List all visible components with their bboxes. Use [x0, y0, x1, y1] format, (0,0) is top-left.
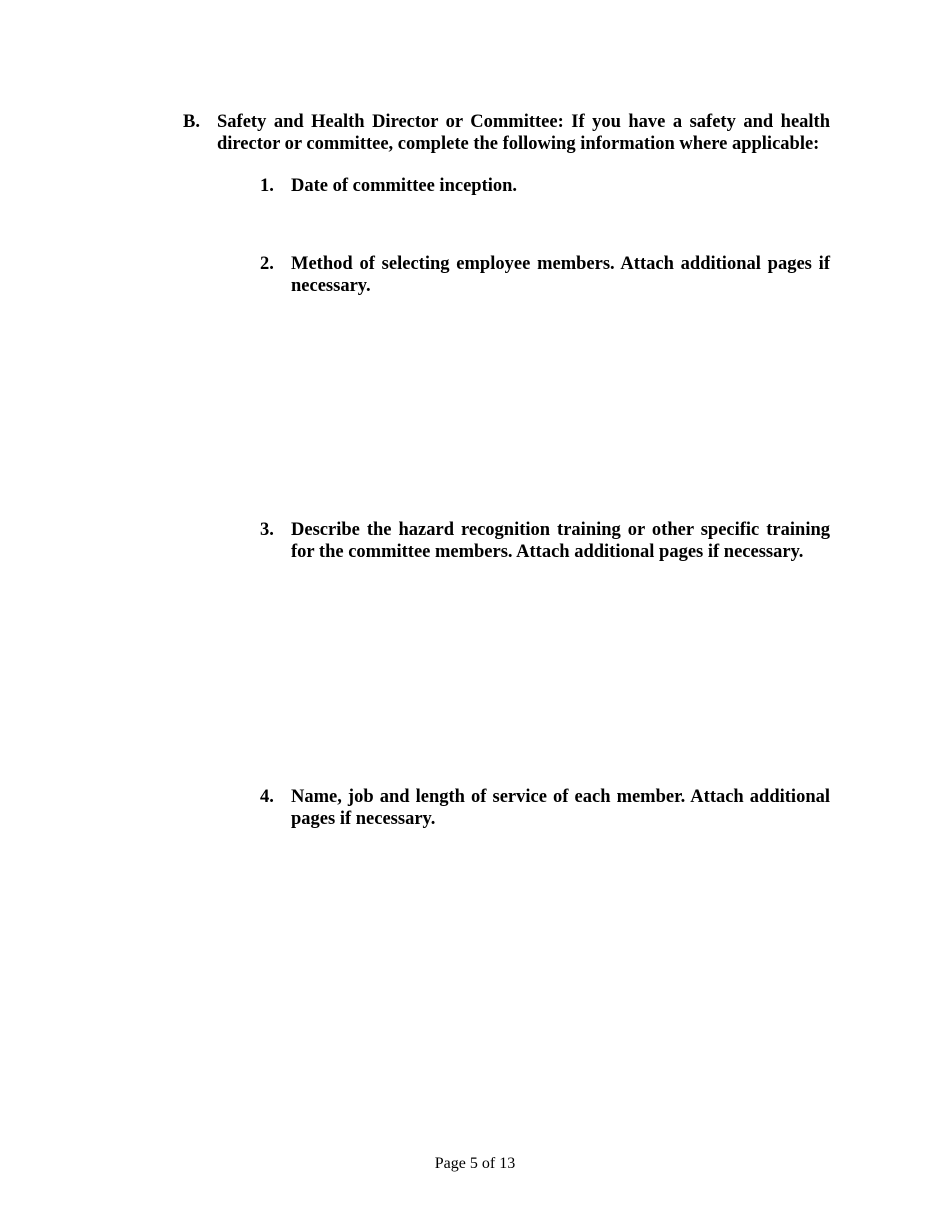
item-number: 1. — [260, 176, 274, 196]
list-item — [260, 254, 830, 297]
item-text: Date of committee inception. — [291, 176, 518, 196]
list-item — [260, 520, 830, 563]
section-title: Safety and Health Director or Committee: If you have a safety and health director or committee, complete the following information where applicable: — [217, 112, 830, 154]
list-item — [260, 176, 830, 198]
item-text: Describe the hazard recognition training or other specific training for the committee members. Attach additional pages if necessary. — [291, 520, 830, 562]
item-number: 4. — [260, 787, 274, 807]
section-marker: B. — [183, 112, 200, 132]
item-text: Name, job and length of service of each member. Attach additional pages if necessary. — [291, 787, 830, 829]
item-number: 2. — [260, 254, 274, 274]
item-text: Method of selecting employee members. Attach additional pages if necessary. — [291, 254, 830, 296]
item-number: 3. — [260, 520, 274, 540]
page-number-footer: Page 5 of 13 — [434, 1155, 516, 1172]
list-item — [260, 787, 830, 830]
section-b-heading — [183, 112, 830, 155]
